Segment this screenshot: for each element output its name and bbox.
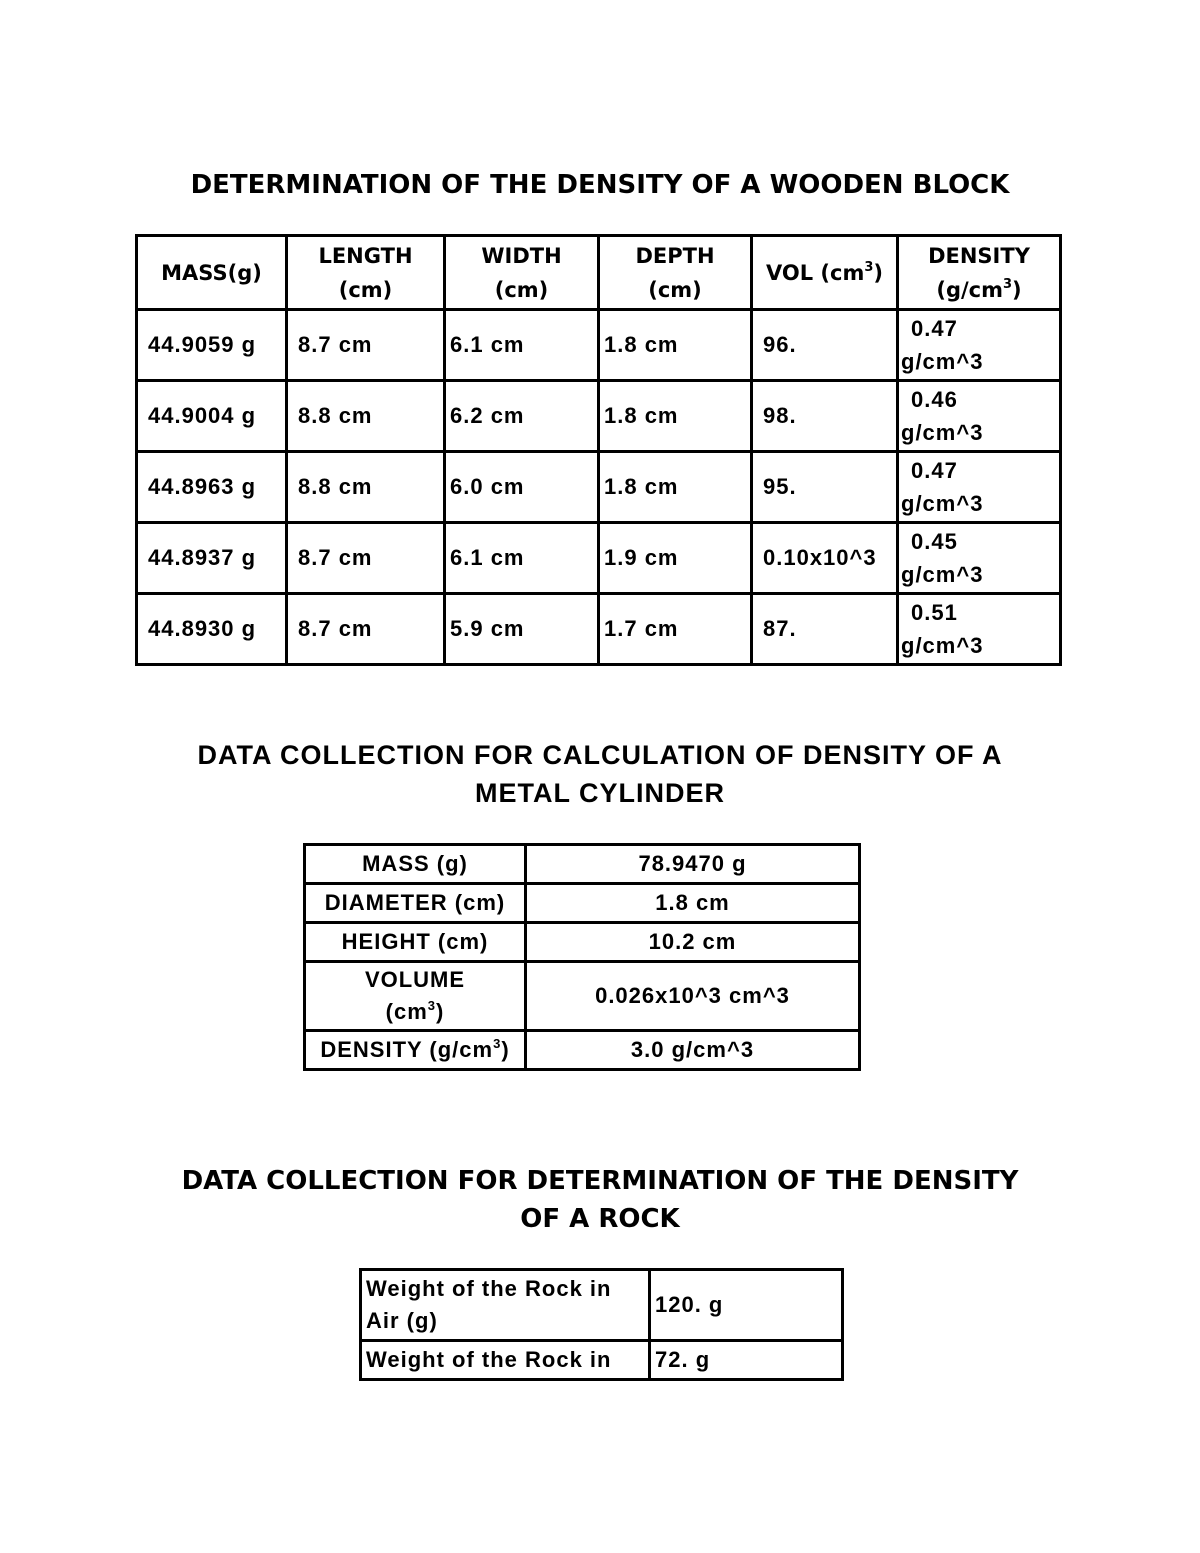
header-length: LENGTH (cm)	[287, 236, 445, 310]
width-cell: 6.2 cm	[445, 381, 599, 452]
density-cell: 0.47 g/cm^3	[898, 452, 1061, 523]
table-row	[305, 884, 860, 923]
table-row	[137, 523, 1061, 594]
table-row	[361, 1341, 843, 1380]
header-depth: DEPTH (cm)	[599, 236, 752, 310]
table-row	[305, 1031, 860, 1070]
row-value: 10.2 cm	[526, 923, 860, 962]
length-cell: 8.7 cm	[287, 523, 445, 594]
width-cell: 6.0 cm	[445, 452, 599, 523]
row-label: Weight of the Rock in	[361, 1341, 650, 1380]
table-row	[137, 452, 1061, 523]
width-cell: 6.1 cm	[445, 310, 599, 381]
mass-cell: 44.8937 g	[137, 523, 287, 594]
volume-cell: 95.	[752, 452, 898, 523]
rock-table-title: DATA COLLECTION FOR DETERMINATION OF THE DENSITY OF A ROCK	[181, 1166, 1019, 1234]
width-cell: 5.9 cm	[445, 594, 599, 665]
row-value: 3.0 g/cm^3	[526, 1031, 860, 1070]
depth-cell: 1.8 cm	[599, 310, 752, 381]
length-cell: 8.8 cm	[287, 381, 445, 452]
width-cell: 6.1 cm	[445, 523, 599, 594]
table-row	[305, 845, 860, 884]
row-label: Weight of the Rock in Air (g)	[361, 1270, 650, 1341]
mass-cell: 44.8963 g	[137, 452, 287, 523]
table-row	[305, 962, 860, 1031]
depth-cell: 1.7 cm	[599, 594, 752, 665]
header-mass: MASS(g)	[137, 236, 287, 310]
density-cell: 0.46 g/cm^3	[898, 381, 1061, 452]
table-row	[137, 310, 1061, 381]
volume-cell: 0.10x10^3	[752, 523, 898, 594]
row-value: 1.8 cm	[526, 884, 860, 923]
table-row	[305, 923, 860, 962]
volume-cell: 98.	[752, 381, 898, 452]
metal-table-title: DATA COLLECTION FOR CALCULATION OF DENSITY OF A METAL CYLINDER	[197, 740, 1003, 808]
mass-cell: 44.8930 g	[137, 594, 287, 665]
volume-cell: 96.	[752, 310, 898, 381]
row-label: VOLUME $(cm^3)$	[305, 962, 526, 1031]
wood-table-title: DETERMINATION OF THE DENSITY OF A WOODEN BLOCK	[190, 170, 1010, 200]
row-label: MASS (g)	[305, 845, 526, 884]
table-row	[361, 1270, 843, 1341]
table-row	[137, 594, 1061, 665]
rock-table	[359, 1268, 844, 1381]
length-cell: 8.7 cm	[287, 594, 445, 665]
header-volume: VOL $(cm^3)$	[752, 236, 898, 310]
table-row	[137, 381, 1061, 452]
density-cell: 0.45 g/cm^3	[898, 523, 1061, 594]
metal-cylinder-table	[303, 843, 861, 1071]
row-value: 78.9470 g	[526, 845, 860, 884]
length-cell: 8.7 cm	[287, 310, 445, 381]
table-header-row	[137, 236, 1061, 310]
wood-density-table	[135, 234, 1062, 666]
row-label: DENSITY $(g/cm^3)$	[305, 1031, 526, 1070]
header-width: WIDTH (cm)	[445, 236, 599, 310]
volume-cell: 87.	[752, 594, 898, 665]
density-cell: 0.51 g/cm^3	[898, 594, 1061, 665]
mass-cell: 44.9004 g	[137, 381, 287, 452]
depth-cell: 1.8 cm	[599, 381, 752, 452]
row-label: HEIGHT (cm)	[305, 923, 526, 962]
row-value: 0.026x10^3 cm^3	[526, 962, 860, 1031]
row-value: 72. g	[650, 1341, 843, 1380]
depth-cell: 1.8 cm	[599, 452, 752, 523]
mass-cell: 44.9059 g	[137, 310, 287, 381]
row-value: 120. g	[650, 1270, 843, 1341]
density-cell: 0.47 g/cm^3	[898, 310, 1061, 381]
header-density: DENSITY $(g/cm^3)$	[898, 236, 1061, 310]
length-cell: 8.8 cm	[287, 452, 445, 523]
depth-cell: 1.9 cm	[599, 523, 752, 594]
row-label: DIAMETER (cm)	[305, 884, 526, 923]
